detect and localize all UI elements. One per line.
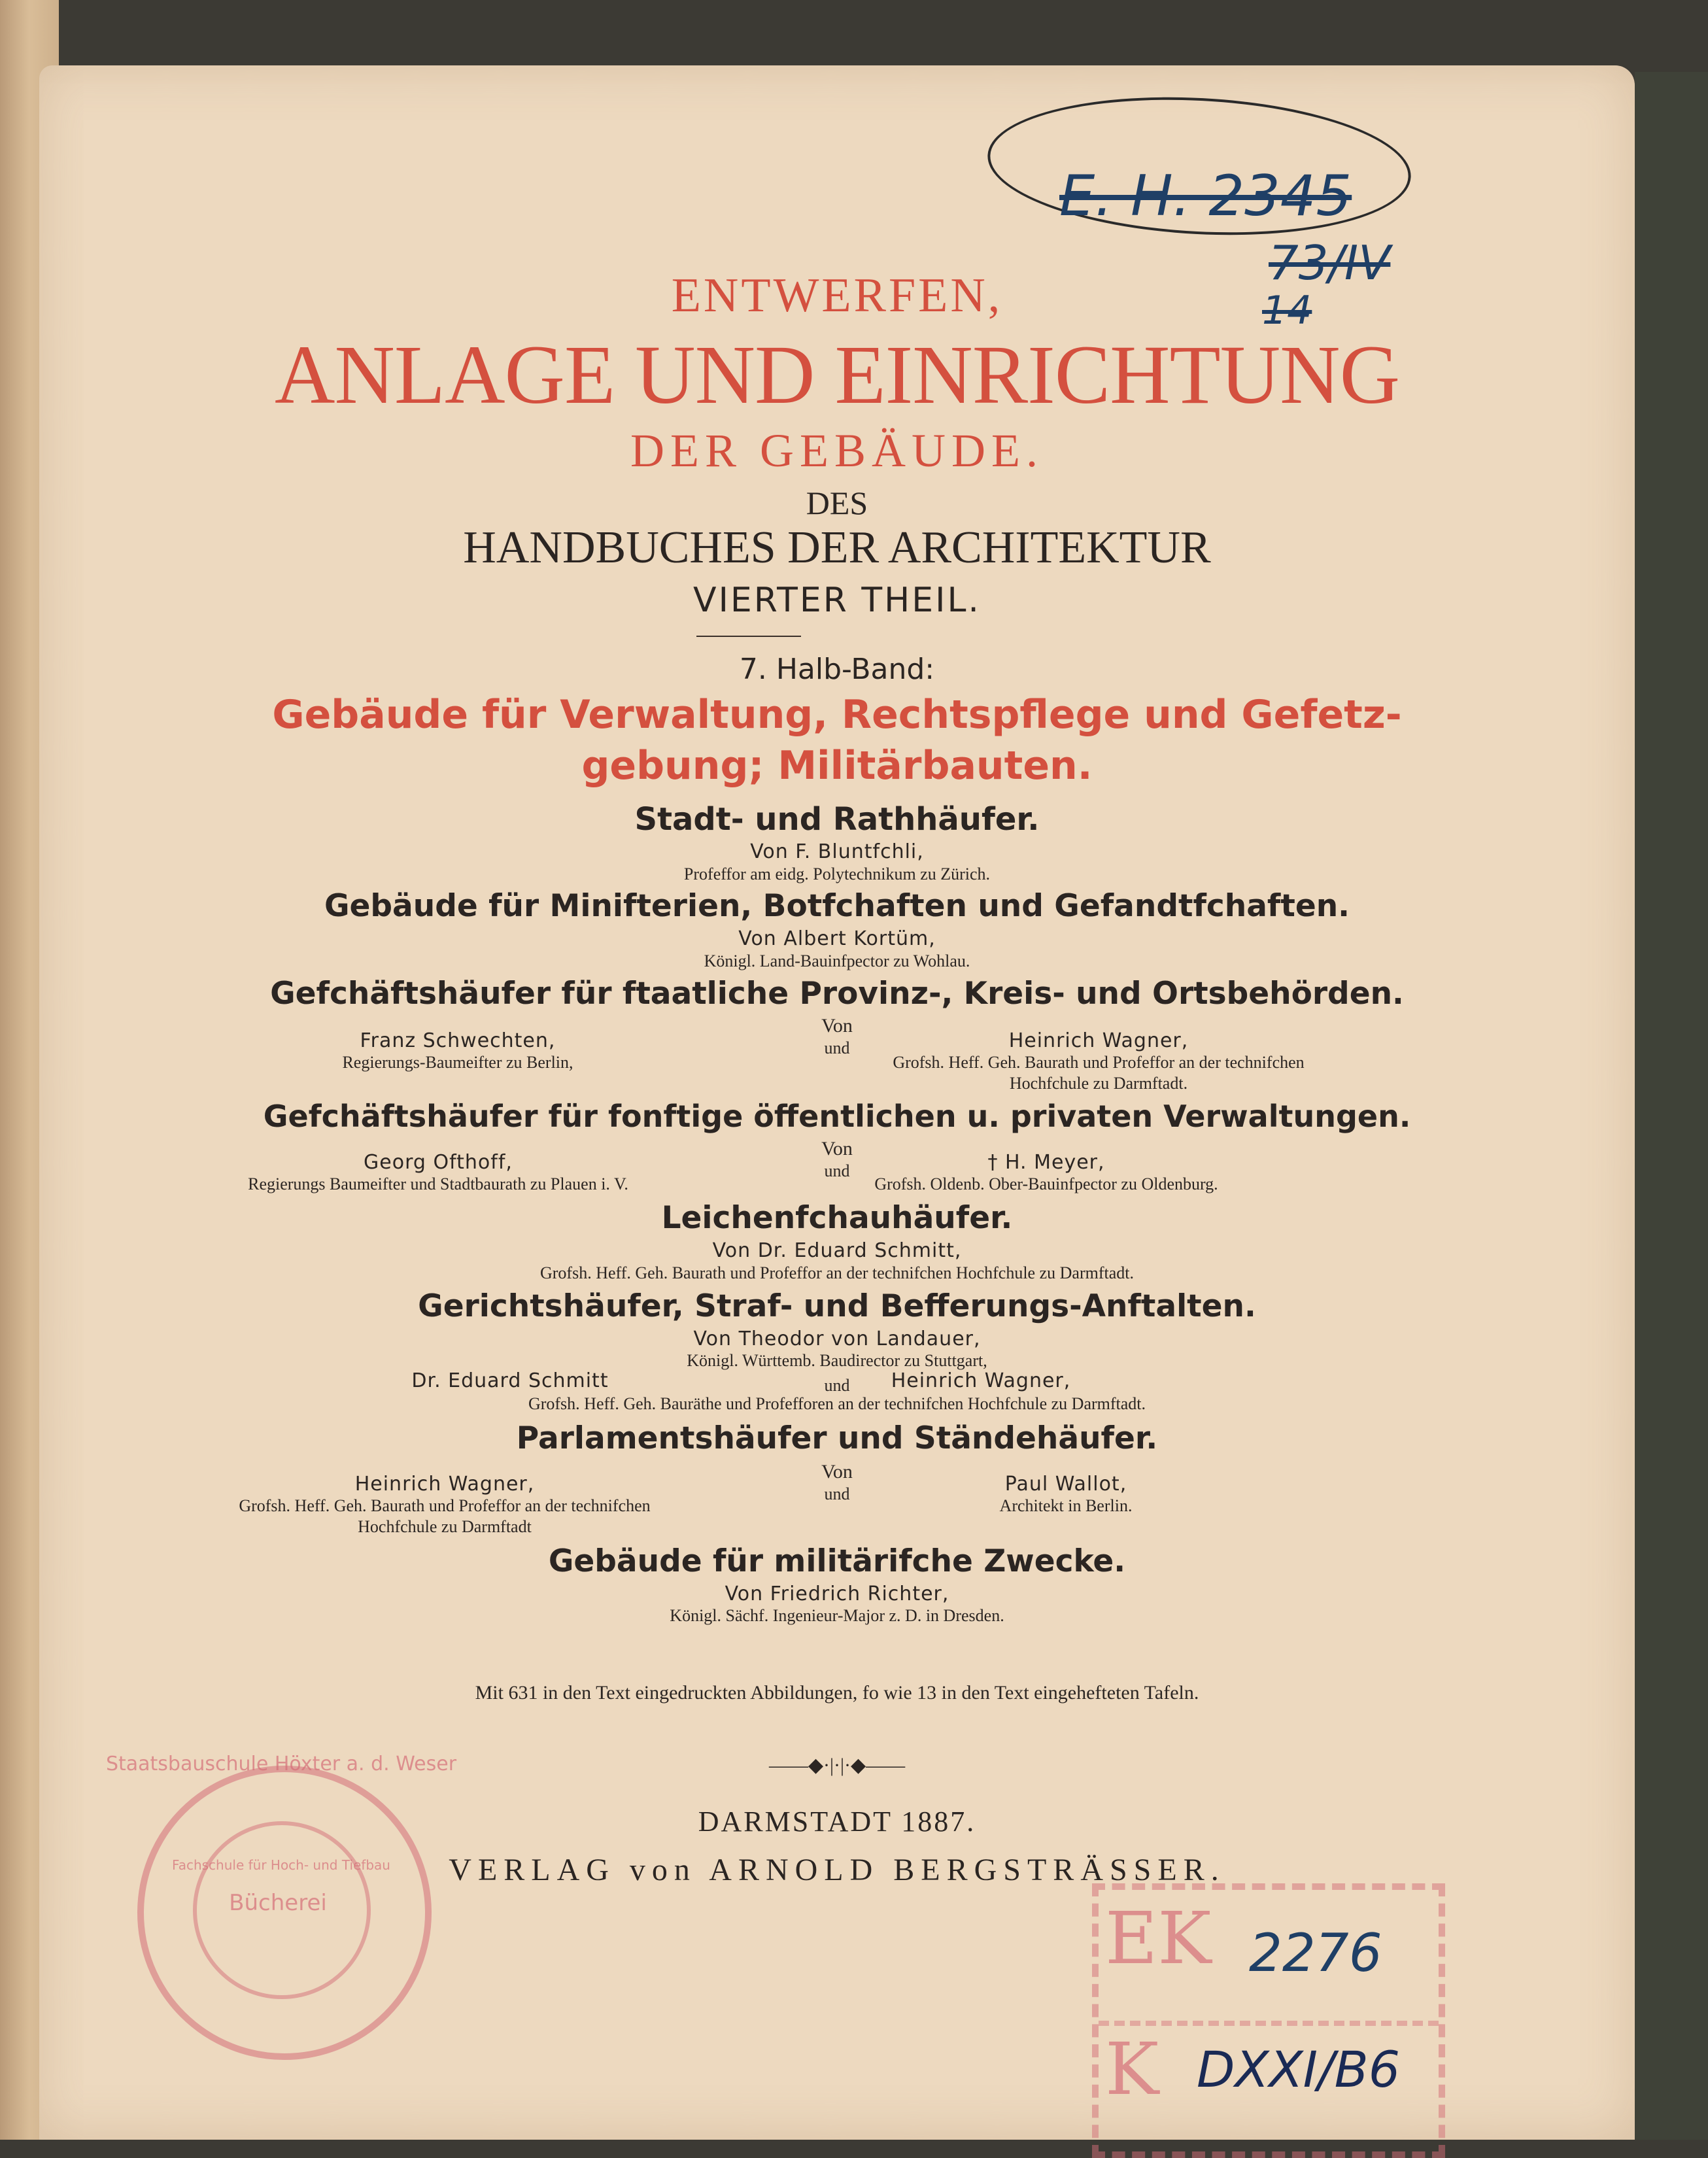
section3-left-role: Regierungs-Baumeifter zu Berlin, bbox=[342, 1053, 573, 1072]
section7-title: Parlamentshäufer und Ständehäufer. bbox=[516, 1420, 1158, 1456]
section4-right-author: † H. Meyer, bbox=[987, 1151, 1105, 1174]
section4-right-role: Grofsh. Oldenb. Ober-Bauinfpector zu Oldenburg. bbox=[874, 1174, 1218, 1193]
section3-right-role2: Hochfchule zu Darmftadt. bbox=[1009, 1074, 1188, 1093]
section2-title: Gebäude für Minifterien, Botfchaften und Gefandtfchaften. bbox=[324, 888, 1350, 924]
section1-title: Stadt- und Rathhäufer. bbox=[634, 801, 1040, 838]
library-stamp-center: Bücherei bbox=[229, 1890, 327, 1916]
section8-role: Königl. Sächf. Ingenieur-Major z. D. in Dresden. bbox=[670, 1606, 1004, 1625]
library-stamp-text: Staatsbauschule Höxter a. d. Weser bbox=[105, 1753, 457, 1775]
imprint-publisher: VERLAG von ARNOLD BERGSTRÄSSER. bbox=[449, 1853, 1225, 1887]
ornament: ——◆·|·|·◆—— bbox=[768, 1755, 906, 1776]
section3-left-author: Franz Schwechten, bbox=[360, 1029, 556, 1052]
library-stamp-inner-text: Fachschule für Hoch- und Tiefbau bbox=[172, 1857, 390, 1873]
section5-role: Grofsh. Heff. Geh. Baurath und Profeffor an der technifchen Hochfchule zu Darmftadt. bbox=[540, 1263, 1134, 1282]
section4-von: Von bbox=[821, 1138, 853, 1159]
title-line6: VIERTER THEIL. bbox=[693, 581, 981, 620]
section7-und: und bbox=[824, 1484, 850, 1503]
section2-author: Von Albert Kortüm, bbox=[738, 927, 936, 950]
section7-right-author: Paul Wallot, bbox=[1004, 1473, 1127, 1496]
title-line3: DER GEBÄUDE. bbox=[630, 424, 1044, 477]
section6-left-author: Dr. Eduard Schmitt bbox=[411, 1369, 609, 1392]
section2-role: Königl. Land-Bauinfpector zu Wohlau. bbox=[704, 951, 970, 970]
volume-label: 7. Halb-Band: bbox=[739, 653, 935, 686]
shelf-stamp-code: DXXI/B6 bbox=[1197, 2040, 1401, 2098]
imprint-place: DARMSTADT 1887. bbox=[698, 1806, 976, 1838]
title-line4: DES bbox=[806, 485, 868, 521]
section6-role: Königl. Württemb. Baudirector zu Stuttgart, bbox=[687, 1351, 987, 1370]
section4-left-role: Regierungs Baumeifter und Stadtbaurath zu Plauen i. V. bbox=[248, 1174, 628, 1193]
book-cover-edge bbox=[1635, 72, 1708, 2140]
section3-und: und bbox=[824, 1038, 850, 1057]
section7-left-role2: Hochfchule zu Darmftadt bbox=[358, 1517, 532, 1536]
section6-und: und bbox=[824, 1376, 850, 1395]
section4-left-author: Georg Ofthoff, bbox=[364, 1151, 513, 1174]
section3-von: Von bbox=[821, 1015, 853, 1036]
title-line2: ANLAGE UND EINRICHTUNG bbox=[275, 328, 1399, 421]
section4-title: Gefchäftshäufer für fonftige öffentlichen u. privaten Verwaltungen. bbox=[263, 1099, 1411, 1134]
shelf-stamp-letters: EK bbox=[1105, 1896, 1212, 1980]
section7-left-author: Heinrich Wagner, bbox=[354, 1473, 535, 1496]
section5-title: Leichenfchauhäufer. bbox=[661, 1200, 1013, 1236]
section8-title: Gebäude für militärifche Zwecke. bbox=[548, 1543, 1126, 1579]
section7-von: Von bbox=[821, 1461, 853, 1482]
section4-und: und bbox=[824, 1161, 850, 1180]
section6-role2: Grofsh. Heff. Geh. Bauräthe und Profefforen an der technifchen Hochfchule zu Darmftadt. bbox=[528, 1394, 1146, 1413]
section1-role: Profeffor am eidg. Polytechnikum zu Zürich. bbox=[683, 865, 991, 883]
divider-rule bbox=[696, 636, 801, 637]
title-line1: ENTWERFEN, bbox=[671, 269, 1003, 322]
shelfmark-top-line2: 73/IV bbox=[1269, 235, 1391, 290]
section3-right-role1: Grofsh. Heff. Geh. Baurath und Profeffor an der technifchen bbox=[893, 1053, 1305, 1072]
section3-title: Gefchäftshäufer für ftaatliche Provinz-, Kreis- und Ortsbehörden. bbox=[270, 976, 1404, 1012]
section6-right-author: Heinrich Wagner, bbox=[891, 1369, 1071, 1392]
illustrations-note: Mit 631 in den Text eingedruckten Abbildungen, fo wie 13 in den Text eingehefteten Tafeln. bbox=[475, 1682, 1199, 1704]
shelfmark-top-line3: 14 bbox=[1262, 288, 1312, 334]
section5-author: Von Dr. Eduard Schmitt, bbox=[712, 1239, 962, 1262]
shelf-stamp-number: 2276 bbox=[1249, 1923, 1382, 1983]
section7-right-role: Architekt in Berlin. bbox=[999, 1496, 1133, 1515]
section8-author: Von Friedrich Richter, bbox=[725, 1583, 949, 1605]
section7-left-role1: Grofsh. Heff. Geh. Baurath und Profeffor an der technifchen bbox=[239, 1496, 651, 1515]
section3-right-author: Heinrich Wagner, bbox=[1008, 1029, 1189, 1052]
volume-subtitle1: Gebäude für Verwaltung, Rechtspflege und Gefetz- bbox=[272, 692, 1402, 738]
section1-author: Von F. Bluntfchli, bbox=[750, 840, 924, 863]
title-line5: HANDBUCHES DER ARCHITEKTUR bbox=[463, 522, 1211, 573]
shelf-stamp-k: K bbox=[1105, 2027, 1159, 2111]
volume-subtitle2: gebung; Militärbauten. bbox=[581, 743, 1093, 789]
section6-author: Von Theodor von Landauer, bbox=[693, 1327, 981, 1350]
shelfmark-top-line1: E. H. 2345 bbox=[1059, 163, 1352, 229]
title-page bbox=[39, 65, 1635, 2140]
section6-title: Gerichtshäufer, Straf- und Befferungs-Anftalten. bbox=[418, 1288, 1256, 1324]
